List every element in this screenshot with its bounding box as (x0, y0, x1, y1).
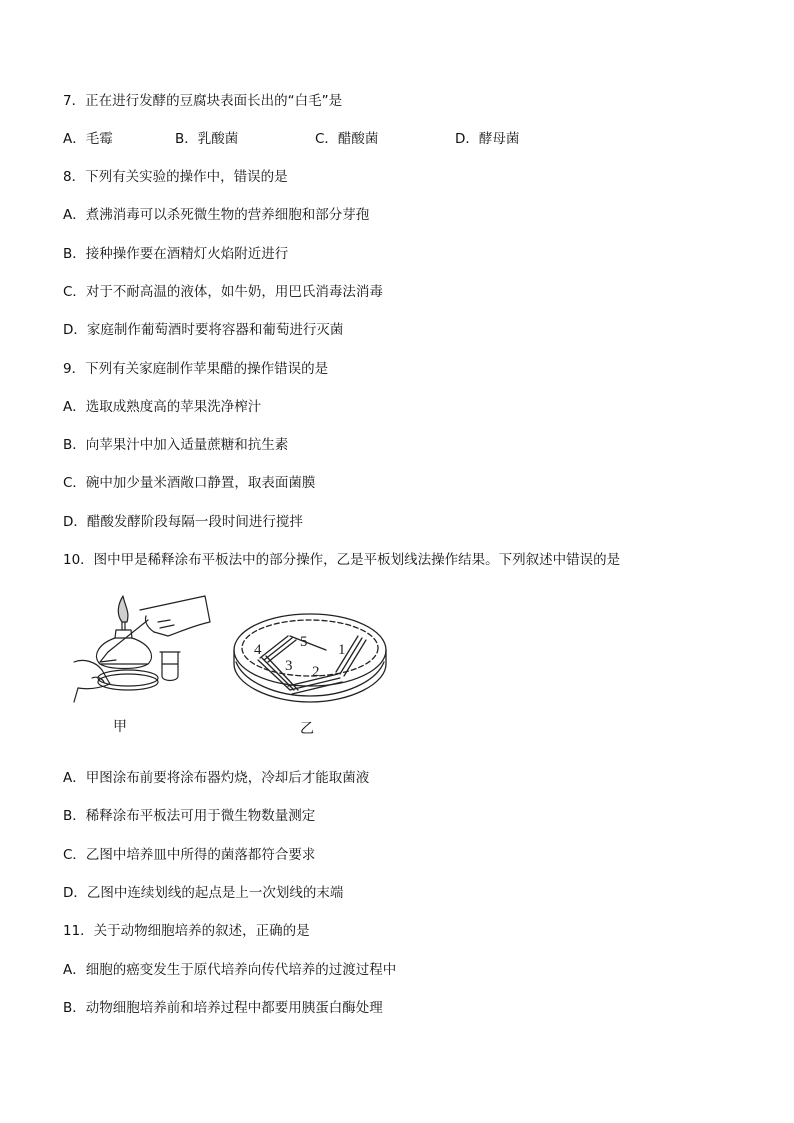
q7-option-a: A．毛霉 (63, 131, 113, 147)
question-8-stem: 8．下列有关实验的操作中，错误的是 (63, 169, 288, 185)
q7-option-c: C．醋酸菌 (315, 131, 379, 147)
q10-option-d: D．乙图中连续划线的起点是上一次划线的末端 (63, 885, 344, 901)
figure-spreader-flaming (70, 592, 215, 714)
question-9-stem: 9．下列有关家庭制作苹果醋的操作错误的是 (63, 361, 329, 377)
q8-option-d: D．家庭制作葡萄酒时要将容器和葡萄进行灭菌 (63, 322, 344, 338)
q9-option-c: C．碗中加少量米酒敞口静置，取表面菌膜 (63, 475, 316, 491)
streak-number-1: 1 (338, 642, 346, 658)
streak-number-2: 2 (312, 664, 320, 680)
q11-option-a: A．细胞的癌变发生于原代培养向传代培养的过渡过程中 (63, 962, 397, 978)
q8-option-c: C．对于不耐高温的液体，如牛奶，用巴氏消毒法消毒 (63, 284, 383, 300)
q7-option-b: B．乳酸菌 (175, 131, 239, 147)
figure-streak-plate (230, 602, 390, 712)
q9-option-d: D．醋酸发酵阶段每隔一段时间进行搅拌 (63, 514, 303, 530)
figure-caption-jia: 甲 (113, 719, 127, 735)
q10-option-b: B．稀释涂布平板法可用于微生物数量测定 (63, 808, 316, 824)
q7-option-d: D．酵母菌 (455, 131, 520, 147)
question-10-stem: 10．图中甲是稀释涂布平板法中的部分操作，乙是平板划线法操作结果。下列叙述中错误的是 (63, 552, 621, 568)
q8-option-b: B．接种操作要在酒精灯火焰附近进行 (63, 246, 289, 262)
q11-option-b: B．动物细胞培养前和培养过程中都要用胰蛋白酶处理 (63, 1000, 383, 1016)
q8-option-a: A．煮沸消毒可以杀死微生物的营养细胞和部分芽孢 (63, 207, 370, 223)
question-11-stem: 11．关于动物细胞培养的叙述，正确的是 (63, 923, 310, 939)
figure-caption-yi: 乙 (300, 721, 314, 737)
streak-number-5: 5 (300, 634, 308, 650)
q9-option-b: B．向苹果汁中加入适量蔗糖和抗生素 (63, 437, 289, 453)
streak-number-3: 3 (285, 658, 293, 674)
q9-option-a: A．选取成熟度高的苹果洗净榨汁 (63, 399, 262, 415)
question-7-stem: 7．正在进行发酵的豆腐块表面长出的“白毛”是 (63, 93, 343, 109)
streak-number-4: 4 (254, 642, 262, 658)
q10-option-c: C．乙图中培养皿中所得的菌落都符合要求 (63, 847, 316, 863)
q10-option-a: A．甲图涂布前要将涂布器灼烧，冷却后才能取菌液 (63, 770, 370, 786)
